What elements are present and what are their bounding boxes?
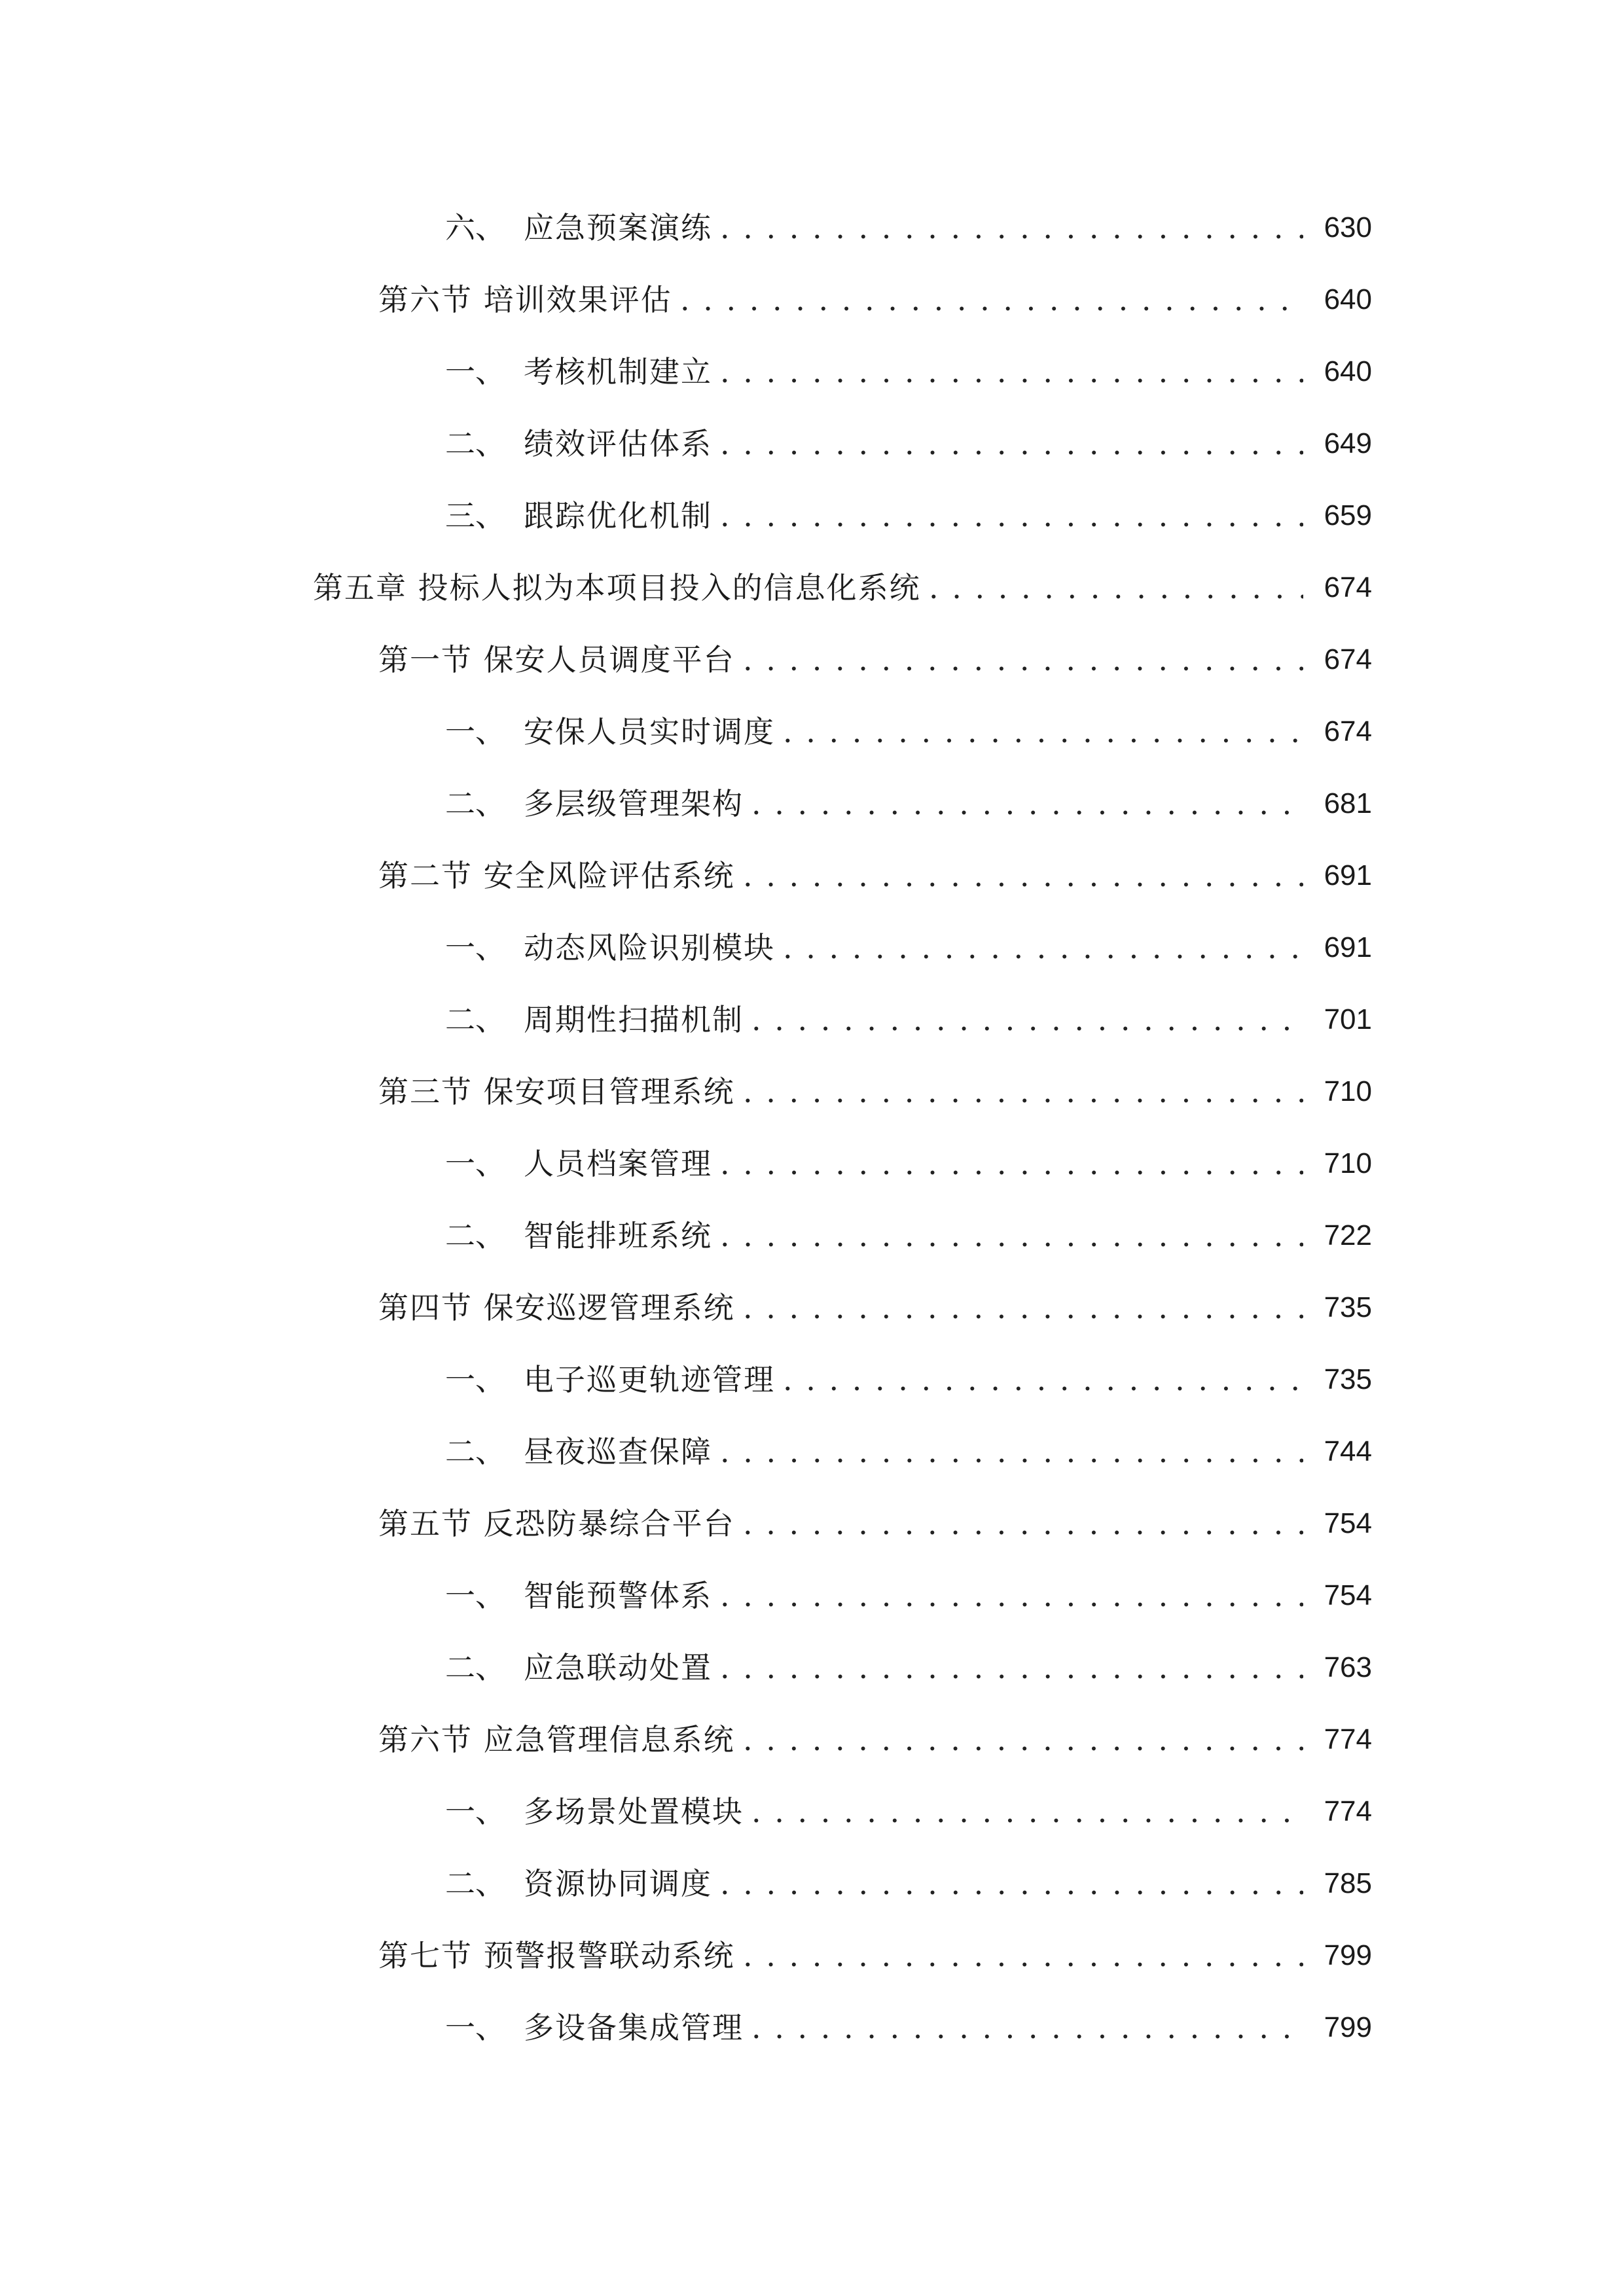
toc-entry-page: 710	[1324, 1147, 1372, 1179]
toc-entry-number: 一、	[445, 930, 505, 965]
toc-entry-title: 第四节 保安巡逻管理系统	[378, 1290, 735, 1325]
toc-entry[interactable]	[0, 1062, 1624, 1121]
toc-entry[interactable]	[0, 414, 1624, 473]
dot-leader	[743, 1710, 1303, 1769]
dot-leader	[720, 198, 1303, 257]
toc-entry-page: 640	[1324, 283, 1372, 315]
toc-entry-number: 一、	[445, 354, 505, 389]
dot-leader	[929, 558, 1303, 617]
toc-entry[interactable]	[0, 198, 1624, 257]
dot-leader	[751, 1782, 1303, 1841]
dot-leader	[720, 1566, 1303, 1625]
toc-entry-title: 第三节 保安项目管理系统	[378, 1074, 735, 1109]
toc-entry[interactable]	[0, 1638, 1624, 1697]
toc-entry-title: 第六节 培训效果评估	[378, 282, 672, 317]
toc-entry-page: 799	[1324, 1939, 1372, 1971]
toc-entry-title: 智能预警体系	[524, 1578, 712, 1613]
toc-entry[interactable]	[0, 846, 1624, 905]
toc-entry[interactable]	[0, 1494, 1624, 1553]
toc-entry[interactable]	[0, 1998, 1624, 2057]
toc-entry[interactable]	[0, 918, 1624, 977]
dot-leader	[720, 1854, 1303, 1913]
dot-leader	[743, 630, 1303, 689]
toc-entry-number: 三、	[445, 498, 505, 533]
toc-entry-page: 659	[1324, 499, 1372, 531]
toc-entry-page: 691	[1324, 859, 1372, 891]
dot-leader	[743, 1278, 1303, 1337]
dot-leader	[743, 1062, 1303, 1121]
toc-entry[interactable]	[0, 342, 1624, 401]
toc-entry-title: 智能排班系统	[524, 1218, 712, 1253]
toc-entry-page: 640	[1324, 355, 1372, 387]
toc-entry-page: 681	[1324, 787, 1372, 819]
dot-leader	[783, 918, 1303, 977]
toc-entry-title: 跟踪优化机制	[524, 498, 712, 533]
dot-leader	[783, 1350, 1303, 1409]
dot-leader	[743, 1926, 1303, 1985]
toc-entry-number: 一、	[445, 1794, 505, 1829]
toc-entry-title: 绩效评估体系	[524, 426, 712, 461]
toc-entry[interactable]	[0, 1278, 1624, 1337]
dot-leader	[720, 1134, 1303, 1193]
toc-entry-title: 多层级管理架构	[524, 786, 744, 821]
toc-entry-number: 二、	[445, 1218, 505, 1253]
toc-entry-title: 应急联动处置	[524, 1650, 712, 1685]
toc-entry-title: 多场景处置模块	[524, 1794, 744, 1829]
dot-leader	[783, 702, 1303, 761]
toc-entry-number: 一、	[445, 1146, 505, 1181]
toc-entry-page: 674	[1324, 715, 1372, 747]
toc-entry-title: 多设备集成管理	[524, 2010, 744, 2045]
toc-entry[interactable]	[0, 1710, 1624, 1769]
toc-entry[interactable]	[0, 1206, 1624, 1265]
toc-entry-title: 周期性扫描机制	[524, 1002, 744, 1037]
toc-entry-page: 722	[1324, 1219, 1372, 1251]
toc-entry-title: 第二节 安全风险评估系统	[378, 858, 735, 893]
toc-entry[interactable]	[0, 1350, 1624, 1409]
toc-entry[interactable]	[0, 990, 1624, 1049]
toc-entry-title: 安保人员实时调度	[524, 714, 775, 749]
toc-entry-number: 二、	[445, 1650, 505, 1685]
toc-entry-title: 动态风险识别模块	[524, 930, 775, 965]
toc-entry-page: 674	[1324, 643, 1372, 675]
toc-entry[interactable]	[0, 1422, 1624, 1481]
toc-entry-page: 785	[1324, 1867, 1372, 1899]
toc-entry-title: 资源协同调度	[524, 1866, 712, 1901]
toc-entry[interactable]	[0, 702, 1624, 761]
toc-entry[interactable]	[0, 558, 1624, 617]
toc-entry-number: 一、	[445, 714, 505, 749]
toc-entry-page: 799	[1324, 2011, 1372, 2043]
dot-leader	[751, 1998, 1303, 2057]
toc-entry-page: 649	[1324, 427, 1372, 459]
toc-entry[interactable]	[0, 270, 1624, 329]
dot-leader	[743, 846, 1303, 905]
toc-entry[interactable]	[0, 774, 1624, 833]
toc-entry-title: 人员档案管理	[524, 1146, 712, 1181]
toc-entry-number: 二、	[445, 1866, 505, 1901]
toc-entry-page: 701	[1324, 1003, 1372, 1035]
dot-leader	[720, 342, 1303, 401]
toc-entry-page: 774	[1324, 1723, 1372, 1755]
dot-leader	[680, 270, 1303, 329]
toc-entry-number: 六、	[445, 210, 505, 245]
toc-entry-title: 电子巡更轨迹管理	[524, 1362, 775, 1397]
toc-entry[interactable]	[0, 1854, 1624, 1913]
toc-entry-number: 一、	[445, 1578, 505, 1613]
dot-leader	[720, 1422, 1303, 1481]
toc-entry-page: 754	[1324, 1507, 1372, 1539]
toc-entry-title: 第五节 反恐防暴综合平台	[378, 1506, 735, 1541]
dot-leader	[720, 1206, 1303, 1265]
toc-entry-page: 744	[1324, 1435, 1372, 1467]
toc-entry-page: 754	[1324, 1579, 1372, 1611]
dot-leader	[720, 414, 1303, 473]
dot-leader	[720, 486, 1303, 545]
toc-entry-number: 一、	[445, 2010, 505, 2045]
toc-entry[interactable]	[0, 486, 1624, 545]
toc-entry-title: 考核机制建立	[524, 354, 712, 389]
toc-entry-page: 674	[1324, 571, 1372, 603]
toc-entry-page: 735	[1324, 1363, 1372, 1395]
toc-entry[interactable]	[0, 1926, 1624, 1985]
toc-entry-number: 二、	[445, 426, 505, 461]
toc-entry-title: 第一节 保安人员调度平台	[378, 642, 735, 677]
toc-entry-number: 二、	[445, 786, 505, 821]
toc-entry-page: 691	[1324, 931, 1372, 963]
toc-entry-number: 二、	[445, 1002, 505, 1037]
toc-entry[interactable]	[0, 1134, 1624, 1193]
dot-leader	[720, 1638, 1303, 1697]
toc-entry-number: 一、	[445, 1362, 505, 1397]
toc-entry-page: 763	[1324, 1651, 1372, 1683]
toc-entry-title: 应急预案演练	[524, 210, 712, 245]
toc-entry-page: 735	[1324, 1291, 1372, 1323]
toc-entry-number: 二、	[445, 1434, 505, 1469]
toc-entry-page: 630	[1324, 211, 1372, 243]
toc-entry[interactable]	[0, 630, 1624, 689]
dot-leader	[751, 990, 1303, 1049]
toc-entry-title: 第六节 应急管理信息系统	[378, 1722, 735, 1757]
toc-entry[interactable]	[0, 1566, 1624, 1625]
toc-entry[interactable]	[0, 1782, 1624, 1841]
dot-leader	[751, 774, 1303, 833]
toc-entry-title: 第七节 预警报警联动系统	[378, 1938, 735, 1973]
toc-entry-title: 第五章 投标人拟为本项目投入的信息化系统	[313, 570, 921, 605]
dot-leader	[743, 1494, 1303, 1553]
toc-entry-page: 710	[1324, 1075, 1372, 1107]
toc-entry-page: 774	[1324, 1795, 1372, 1827]
toc-entry-title: 昼夜巡查保障	[524, 1434, 712, 1469]
